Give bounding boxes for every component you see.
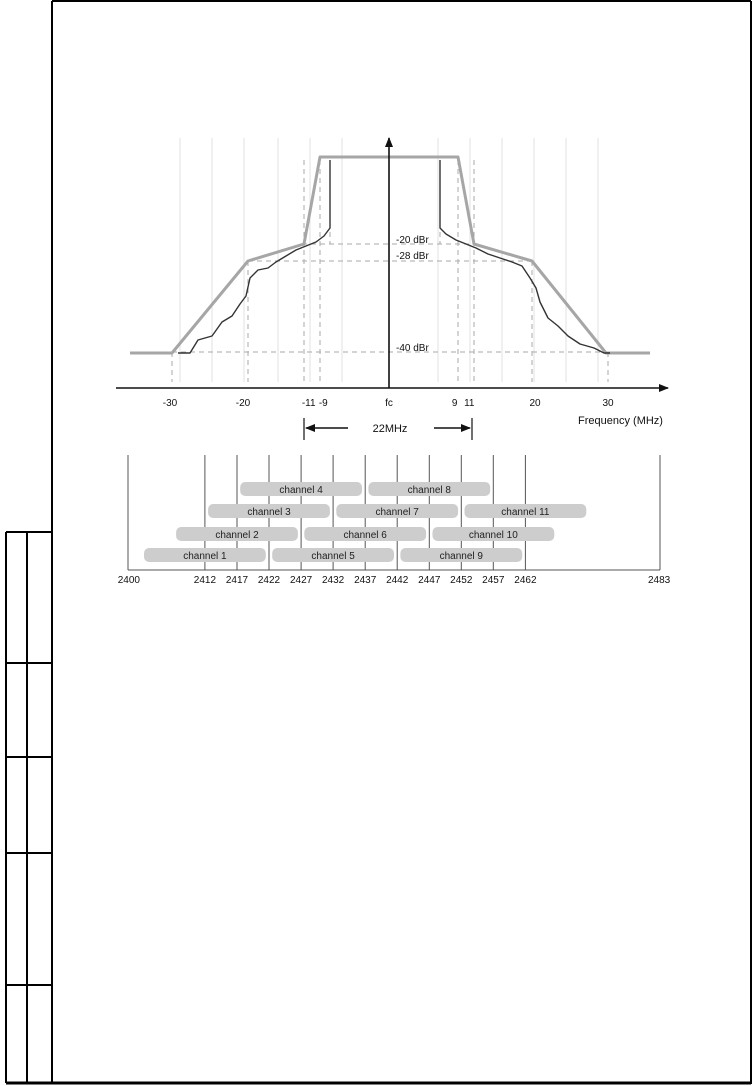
channel-label: channel 5 [311,551,355,562]
frequency-label: 2452 [450,575,473,586]
x-tick-label: 20 [529,398,541,409]
frequency-label: 2437 [354,575,377,586]
level-label: -28 dBr [396,251,429,262]
x-tick-label: 30 [602,398,614,409]
spectral-mask-chart [116,138,668,440]
channel-label: channel 2 [215,530,259,541]
channel-label: channel 1 [183,551,227,562]
bandwidth-label: 22MHz [372,423,408,435]
dashed-guides [172,160,608,382]
center-frequency-label: fc [385,398,393,409]
frequency-labels [118,575,671,586]
frequency-label: 2442 [386,575,409,586]
frequency-label: 2400 [117,575,140,586]
channel-label: channel 10 [468,530,518,541]
frequency-label: 2457 [482,575,505,586]
frequency-label: 2427 [289,575,313,586]
frequency-label: 2483 [648,575,671,586]
channel-label: channel 11 [501,507,550,518]
channel-label: channel 3 [247,507,291,518]
channel-allocation-chart [118,455,671,586]
channel-label: channel 8 [407,485,451,496]
channel-label: channel 7 [375,507,419,518]
frequency-label: 2412 [193,575,217,586]
bandwidth-indicator [304,418,472,440]
channel-label: channel 9 [439,551,483,562]
x-tick-label: -30 [162,398,178,409]
x-tick-label: 9 [451,398,458,409]
x-tick-label: 11 [464,398,475,409]
frequency-label: 2417 [225,575,249,586]
mask-boundary-line [130,157,650,353]
frequency-label: 2462 [514,575,537,586]
frequency-label: 2422 [257,575,281,586]
x-tick-label: -11 [301,398,316,409]
frequency-label: 2447 [418,575,441,586]
x-tick-label: -9 [318,398,328,409]
channel-label: channel 6 [343,530,387,541]
level-label: -20 dBr [396,235,429,246]
x-axis-label: Frequency (MHz) [578,415,663,427]
x-tick-label: -20 [235,398,251,409]
frequency-label: 2432 [321,575,345,586]
channel-label: channel 4 [279,485,323,496]
level-label: -40 dBr [396,343,429,354]
measured-spectrum-line [178,160,330,353]
